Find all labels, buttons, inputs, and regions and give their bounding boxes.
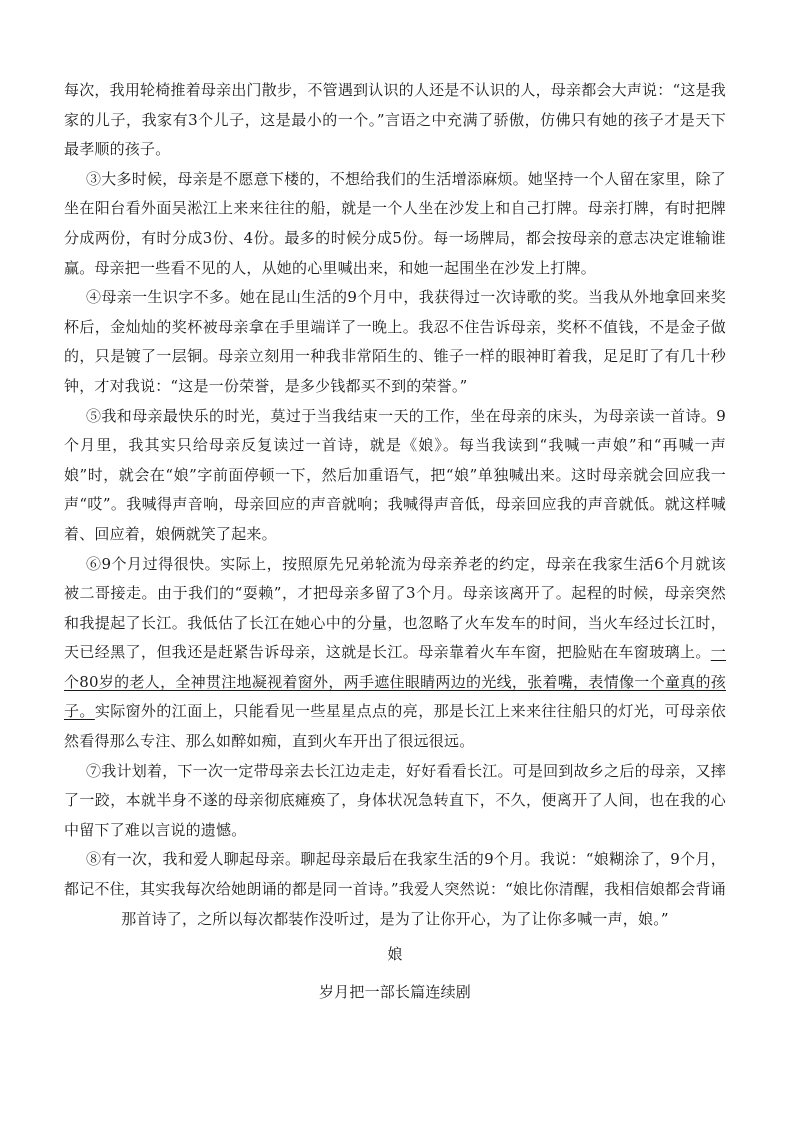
paragraph-8: ⑧有一次，我和爱人聊起母亲。聊起母亲最后在我家生活的9个月。我说：“娘糊涂了，9个月，都记不住，其实我每次给她朗诵的都是同一首诗。”我爱人突然说：“娘比你清醒，我相信娘都会背诵 <box>64 850 726 899</box>
paragraph-3: ③大多时候，母亲是不愿意下楼的，不想给我们的生活增添麻烦。她坚持一个人留在家里，除了坐在阳台看外面吴淞江上来来往往的船，就是一个人坐在沙发上和自己打牌。母亲打牌，有时把牌分成两份，有时分成3份、4份。最多的时候分成5份。每一场牌局，都会按母亲的意志决定谁输谁赢。母亲把一些看不见的人，从她的心里喊出来，和她一起围坐在沙发上打牌。 <box>64 169 726 277</box>
paragraph-6-start: ⑥9个月过得很快。实际上，按照原先兄弟轮流为母亲养老的约定，母亲在我家生活6个月就该被二哥接走。由于我们的“耍赖”，才把母亲多留了3个月。母亲该离开了。起程的时候，母亲突然和我提起了长江。我低估了长江在她心中的分量，也忽略了火车发车的时间，当火车经过长江时，天已经黑了，但我还是赶紧告诉母亲，这就是长江。母亲靠着火车车窗，把脸贴在车窗玻璃上。 <box>64 554 726 662</box>
paragraph-8-continued: 那首诗了，之所以每次都装作没听过，是为了让你开心，为了让你多喊一声，娘。” <box>121 909 669 928</box>
paragraph-7: ⑦我计划着，下一次一定带母亲去长江边走走，好好看看长江。可是回到故乡之后的母亲，又摔了一跤，本就半身不遂的母亲彻底瘫痪了，身体状况急转直下，不久，便离开了人间，也在我的心中留下了难以言说的遗憾。 <box>64 761 726 839</box>
paragraph-continued: 每次，我用轮椅推着母亲出门散步，不管遇到认识的人还是不认识的人，母亲都会大声说：“这是我家的儿子，我家有3个儿子，这是最小的一个。”言语之中充满了骄傲，仿佛只有她的孩子才是天下最孝顺的孩子。 <box>64 81 726 159</box>
paragraph-6 <box>64 550 726 757</box>
poem-line-1: 岁月把一部长篇连续剧 <box>318 982 471 1001</box>
paragraph-6-end: 实际窗外的江面上，只能看见一些星星点点的亮，那是长江上来来往往船只的灯光，可母亲依然看得那么专注、那么如醉如痴，直到火车开出了很远很远。 <box>64 702 726 751</box>
underlined-sentence: 一个80岁的老人，全神贯注地凝视着窗外，两手遮住眼睛两边的光线，张着嘴，表情像一个童真的孩子。 <box>64 643 726 721</box>
paragraph-5: ⑤我和母亲最快乐的时光，莫过于当我结束一天的工作，坐在母亲的床头，为母亲读一首诗。9个月里，我其实只给母亲反复读过一首诗，就是《娘》。每当我读到“我喊一声娘”和“再喊一声娘”时，就会在“娘”字前面停顿一下，然后加重语气，把“娘”单独喊出来。这时母亲就会回应我一声“哎”。我喊得声音响，母亲回应的声音就响；我喊得声音低，母亲回应我的声音就低。就这样喊着、回应着，娘俩就笑了起来。 <box>64 406 726 543</box>
poem-title: 娘 <box>387 945 403 964</box>
paragraph-4: ④母亲一生识字不多。她在昆山生活的9个月中，我获得过一次诗歌的奖。当我从外地拿回来奖杯后，金灿灿的奖杯被母亲拿在手里端详了一晚上。我忍不住告诉母亲，奖杯不值钱，不是金子做的，只是镀了一层铜。母亲立刻用一种我非常陌生的、锥子一样的眼神盯着我，足足盯了有几十秒钟，才对我说：“这是一份荣誉，是多少钱都买不到的荣誉。” <box>64 288 726 395</box>
